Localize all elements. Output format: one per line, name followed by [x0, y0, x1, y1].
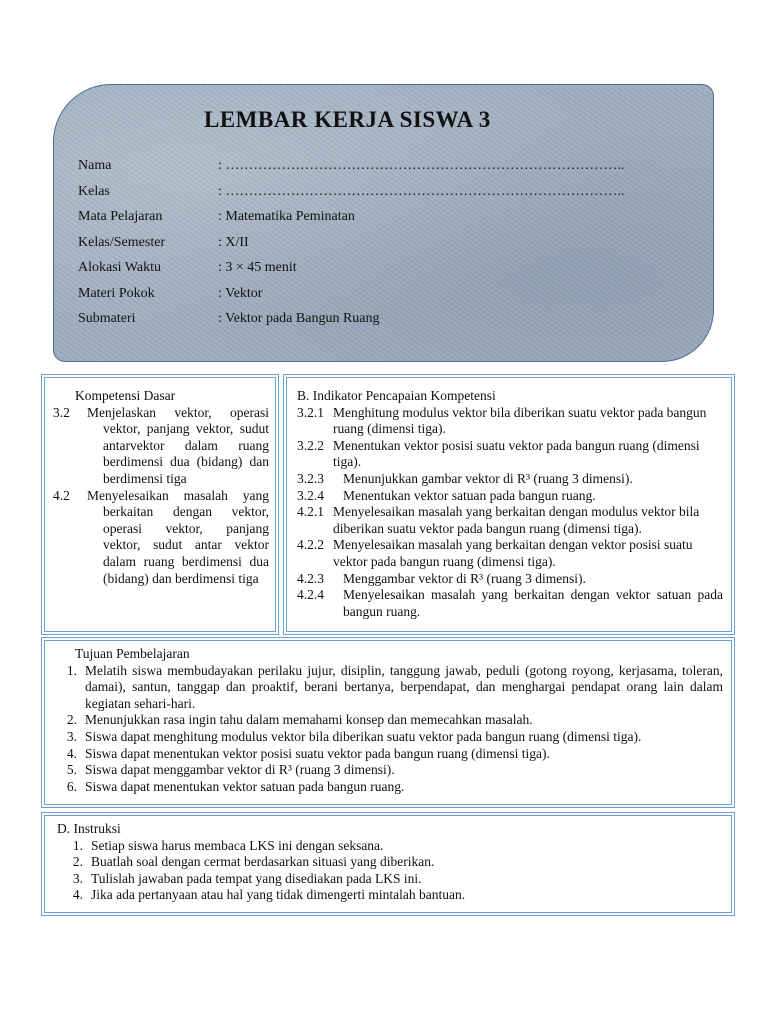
info-value: : Matematika Peminatan: [218, 209, 355, 224]
list-item: [55, 779, 723, 796]
list-item: [55, 712, 723, 729]
item-text: Menyelesaikan masalah yang berkaitan dengan vektor, operasi vektor, panjang vektor, sudut antar vektor dalam ruang berdimensi dua (bidang) dan berdimensi tiga: [87, 487, 269, 586]
item-number: 3.2: [53, 404, 70, 420]
tujuan-pembelajaran-box: [44, 640, 732, 805]
item-text: Siswa dapat menentukan vektor posisi suatu vektor pada bangun ruang (dimensi tiga).: [85, 745, 550, 761]
item-text: Menggambar vektor di R³ (ruang 3 dimensi).: [343, 570, 586, 586]
list-item: [297, 571, 723, 588]
item-text: Siswa dapat menghitung modulus vektor bila diberikan suatu vektor pada bangun ruang (dimensi tiga).: [85, 728, 642, 744]
item-text: Jika ada pertanyaan atau hal yang tidak dimengerti mintalah bantuan.: [91, 887, 466, 903]
list-item: [57, 871, 723, 888]
info-value: : Vektor: [218, 286, 263, 301]
list-item: [297, 504, 723, 537]
item-text: Siswa dapat menentukan vektor satuan pada bangun ruang.: [85, 778, 405, 794]
info-label: Materi Pokok: [78, 286, 155, 301]
list-item: [53, 405, 269, 488]
info-label: Kelas: [78, 184, 110, 199]
list-item: [53, 488, 269, 588]
item-number: 4.2: [53, 487, 70, 503]
item-number: 1.: [66, 662, 77, 678]
item-text: Menentukan vektor posisi suatu vektor pada bangun ruang (dimensi tiga).: [333, 437, 700, 470]
info-value: : X/II: [218, 235, 249, 250]
item-text: Menghitung modulus vektor bila diberikan suatu vektor pada bangun ruang (dimensi tiga).: [333, 404, 707, 437]
list-item: [57, 887, 723, 904]
list-item: [297, 488, 723, 505]
info-label: Submateri: [78, 311, 136, 326]
list-item: [57, 854, 723, 871]
list-item: [55, 663, 723, 713]
info-value: : …………………………………………………………………………..: [218, 184, 625, 199]
info-label: Kelas/Semester: [78, 235, 166, 250]
item-text: Menyelesaikan masalah yang berkaitan dengan modulus vektor bila diberikan suatu vektor pada bangun ruang (dimensi tiga).: [333, 504, 700, 536]
item-text: Menentukan vektor satuan pada bangun ruang.: [343, 487, 596, 503]
item-text: Siswa dapat menggambar vektor di R³ (ruang 3 dimensi).: [85, 762, 395, 778]
item-number: 3.: [72, 870, 83, 886]
item-number: 2.: [72, 854, 83, 870]
list-item: [57, 838, 723, 855]
item-number: 4.2.4: [297, 587, 324, 603]
item-number: 1.: [72, 837, 83, 853]
item-text: Buatlah soal dengan cermat berdasarkan situasi yang diberikan.: [91, 854, 435, 870]
list-item: [297, 537, 723, 570]
item-number: 2.: [66, 712, 77, 728]
section-heading: B. Indikator Pencapaian Kompetensi: [297, 388, 496, 403]
item-number: 3.2.4: [297, 487, 324, 503]
section-heading: D. Instruksi: [57, 821, 121, 836]
indikator-box: [286, 377, 732, 632]
info-value: : …………………………………………………………………………..: [218, 158, 625, 173]
list-item: [297, 438, 723, 471]
list-item: [297, 405, 723, 438]
item-number: 3.: [66, 728, 77, 744]
list-item: [55, 729, 723, 746]
list-item: [297, 587, 723, 620]
item-text: Menyelesaikan masalah yang berkaitan dengan vektor satuan pada bangun ruang.: [343, 587, 723, 619]
item-text: Setiap siswa harus membaca LKS ini dengan seksana.: [91, 837, 384, 853]
item-number: 4.2.1: [297, 504, 324, 520]
item-number: 3.2.3: [297, 470, 324, 486]
item-text: Melatih siswa membudayakan perilaku jujur, disiplin, tanggung jawab, peduli (gotong royong, kerjasama, toleran, damai), santun, tanggap dan proaktif, berani bertanya, berpendapat, dan menghargai pendapat orang lain dalam kegiatan sehari-hari.: [85, 662, 723, 711]
info-label: Alokasi Waktu: [78, 260, 161, 275]
item-number: 4.: [66, 745, 77, 761]
item-number: 6.: [66, 778, 77, 794]
item-number: 4.2.2: [297, 537, 324, 553]
info-label: Nama: [78, 158, 112, 173]
item-number: 3.2.1: [297, 404, 324, 420]
item-text: Menunjukkan gambar vektor di R³ (ruang 3 dimensi).: [343, 470, 633, 486]
info-label: Mata Pelajaran: [78, 209, 163, 224]
list-item: [55, 746, 723, 763]
list-item: [297, 471, 723, 488]
item-number: 4.: [72, 887, 83, 903]
item-text: Menunjukkan rasa ingin tahu dalam memahami konsep dan memecahkan masalah.: [85, 712, 533, 728]
item-number: 4.2.3: [297, 570, 324, 586]
section-heading: Kompetensi Dasar: [75, 388, 176, 403]
item-text: Tulislah jawaban pada tempat yang disediakan pada LKS ini.: [91, 870, 422, 886]
info-value: : 3 × 45 menit: [218, 260, 297, 275]
kompetensi-dasar-box: [44, 377, 276, 632]
list-item: [55, 762, 723, 779]
item-text: Menjelaskan vektor, operasi vektor, panjang vektor, sudut antarvektor dalam ruang berdimensi dua (bidang) dan berdimensi tiga: [87, 404, 269, 486]
page-title: LEMBAR KERJA SISWA 3: [204, 107, 491, 132]
item-number: 5.: [66, 762, 77, 778]
item-number: 3.2.2: [297, 437, 324, 453]
section-heading: Tujuan Pembelajaran: [75, 646, 190, 661]
worksheet-header: [53, 84, 714, 362]
instruksi-box: [44, 815, 732, 913]
item-text: Menyelesaikan masalah yang berkaitan dengan vektor posisi suatu vektor pada bangun ruang (dimensi tiga).: [333, 537, 693, 569]
info-value: : Vektor pada Bangun Ruang: [218, 311, 380, 326]
